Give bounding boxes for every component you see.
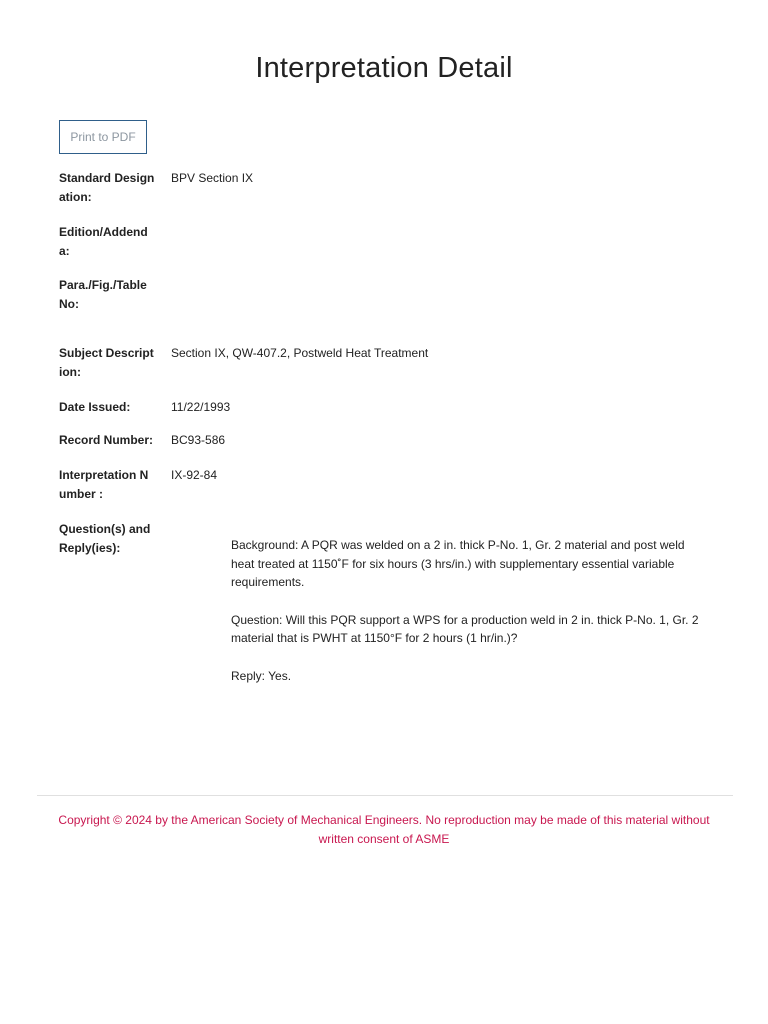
para-fig-table-label: Para./Fig./Table No: bbox=[59, 278, 147, 311]
date-issued-value: 11/22/1993 bbox=[171, 400, 231, 414]
copyright-notice: Copyright © 2024 by the American Society of Mechanical Engineers. No reproduction may be made of this material without written consent of ASME bbox=[58, 813, 710, 846]
questions-replies-label: Question(s) and Reply(ies): bbox=[59, 522, 151, 555]
page-title: Interpretation Detail bbox=[255, 52, 513, 84]
subject-description-value: Section IX, QW-407.2, Postweld Heat Treatment bbox=[171, 346, 429, 360]
record-number-label: Record Number: bbox=[59, 433, 154, 447]
qa-background: Background: A PQR was welded on a 2 in. thick P-No. 1, Gr. 2 material and post weld heat treated at 1150˚F for six hours (3 hrs/in.) with supplementary essential variable requirements. bbox=[231, 538, 685, 589]
subject-description-label: Subject Description: bbox=[59, 346, 154, 379]
footer-divider bbox=[37, 795, 733, 796]
qa-reply: Reply: Yes. bbox=[231, 668, 292, 683]
qa-question: Question: Will this PQR support a WPS for a production weld in 2 in. thick P-No. 1, Gr. 2 material that is PWHT at 1150°F for 2 hours (1 hr/in.)? bbox=[231, 612, 699, 645]
record-number-value: BC93-586 bbox=[171, 433, 226, 447]
interpretation-number-value: IX-92-84 bbox=[171, 468, 218, 482]
standard-designation-value: BPV Section IX bbox=[171, 171, 254, 185]
edition-addenda-label: Edition/Addenda: bbox=[59, 225, 148, 258]
questions-replies-content bbox=[231, 536, 711, 704]
interpretation-number-label: Interpretation Number : bbox=[59, 468, 149, 501]
standard-designation-label: Standard Designation: bbox=[59, 171, 155, 204]
print-to-pdf-button[interactable]: Print to PDF bbox=[59, 120, 147, 154]
date-issued-label: Date Issued: bbox=[59, 400, 131, 414]
